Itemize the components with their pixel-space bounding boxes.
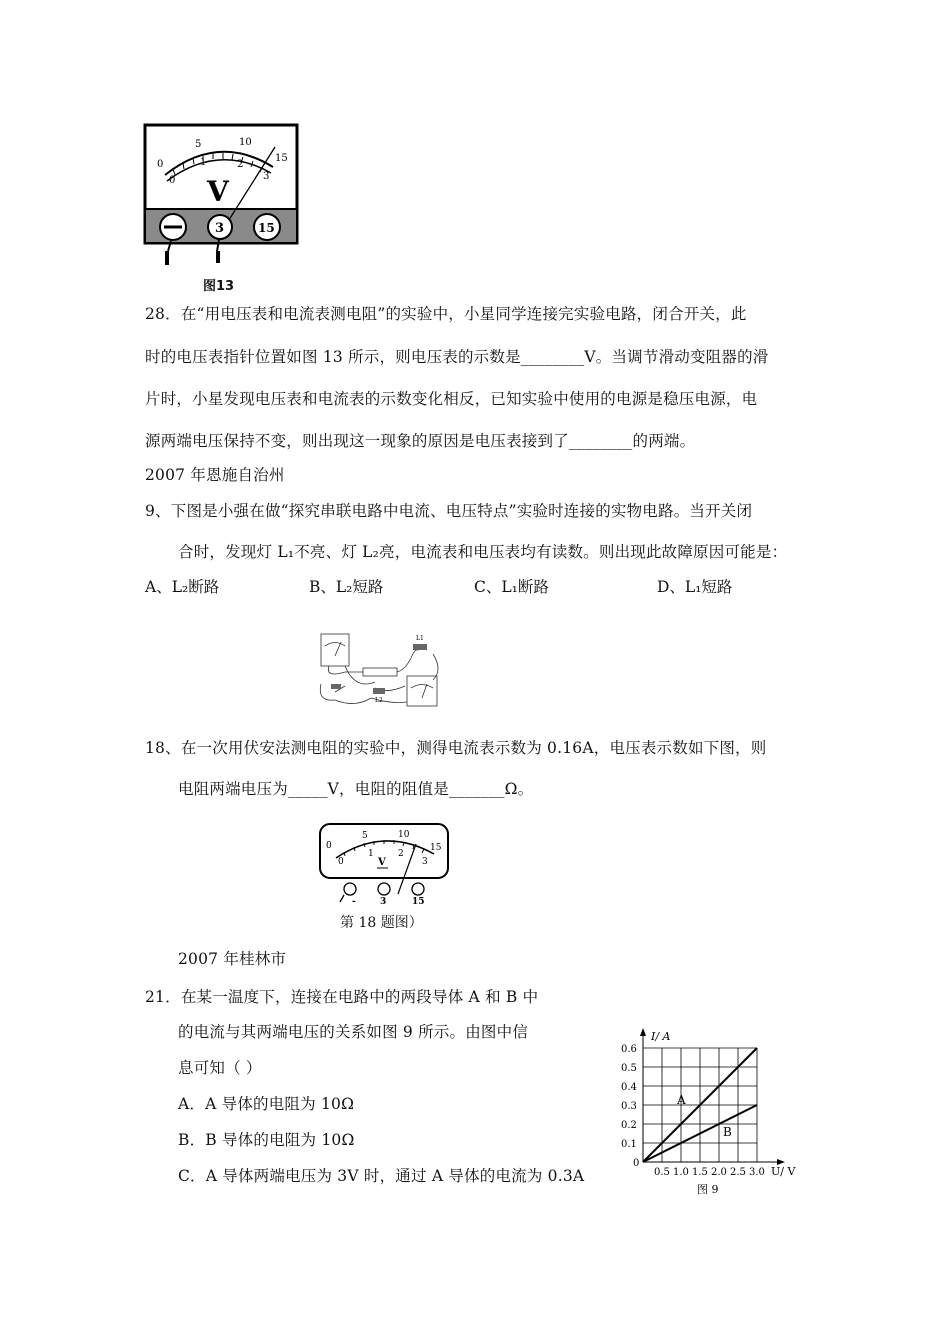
svg-text:-: - bbox=[352, 897, 356, 907]
y-tick-label: 0.5 bbox=[621, 1063, 637, 1074]
fig13-bottom-2: 2 bbox=[237, 159, 244, 170]
fig13-top-10: 10 bbox=[239, 137, 252, 148]
y-tick-label: 0.6 bbox=[621, 1044, 637, 1055]
q21-line2: 的电流与其两端电压的关系如图 9 所示。由图中信 bbox=[178, 1023, 529, 1041]
y-tick-label: 0.3 bbox=[621, 1101, 637, 1112]
q9-option-d: D、L₁短路 bbox=[657, 578, 733, 596]
q18-caption: 第 18 题图） bbox=[340, 915, 423, 931]
q21-option-a: A．A 导体的电阻为 10Ω bbox=[178, 1095, 355, 1113]
q28-line1: 28．在“用电压表和电流表测电阻”的实验中，小星同学连接完实验电路，闭合开关，此 bbox=[145, 305, 747, 323]
y-tick-label: 0.4 bbox=[621, 1082, 637, 1093]
x-axis-label: U/ V bbox=[771, 1165, 796, 1178]
q18-bottom-0: 0 bbox=[338, 857, 344, 867]
series-label-A: A bbox=[677, 1093, 686, 1107]
y-axis-label: I/ A bbox=[651, 1030, 671, 1043]
q21-line1: 21．在某一温度下，连接在电路中的两段导体 A 和 B 中 bbox=[145, 988, 539, 1006]
source-guilin: 2007 年桂林市 bbox=[178, 950, 287, 968]
q21-line3: 息可知（ ） bbox=[178, 1059, 262, 1077]
q21-option-b: B．B 导体的电阻为 10Ω bbox=[178, 1131, 355, 1149]
q18-top-5: 5 bbox=[362, 831, 368, 841]
q28-line3: 片时，小星发现电压表和电流表的示数变化相反，已知实验中使用的电源是稳压电源，电 bbox=[145, 390, 758, 408]
fig13-terminal-3 bbox=[208, 215, 232, 239]
fig13-top-15: 15 bbox=[275, 153, 288, 164]
svg-text:15: 15 bbox=[258, 221, 275, 235]
q9-circuit-figure bbox=[315, 630, 445, 710]
q18-bottom-2: 2 bbox=[398, 849, 404, 859]
q18-bottom-3: 3 bbox=[422, 857, 428, 867]
q9-line2: 合时，发现灯 L₁不亮、灯 L₂亮，电流表和电压表均有读数。则出现此故障原因可能是： bbox=[178, 543, 788, 561]
q18-terminal-neg bbox=[340, 883, 356, 907]
fig13-top-0: 0 bbox=[157, 159, 164, 170]
svg-text:3: 3 bbox=[380, 897, 387, 907]
x-tick-label: 0.5 bbox=[654, 1167, 670, 1178]
series-label-B: B bbox=[723, 1125, 732, 1139]
x-tick-label: 3.0 bbox=[749, 1167, 765, 1178]
x-tick-label: 2.5 bbox=[730, 1167, 746, 1178]
fig13-bottom-0: 0 bbox=[169, 175, 176, 186]
iu-chart bbox=[615, 1012, 815, 1202]
q28-line2: 时的电压表指针位置如图 13 所示，则电压表的示数是________V。当调节滑动变阻器的滑 bbox=[145, 348, 769, 366]
fig13-voltmeter bbox=[143, 123, 301, 251]
q18-line1: 18、在一次用伏安法测电阻的实验中，测得电流表示数为 0.16A，电压表示数如下图，则 bbox=[145, 739, 767, 757]
circuit-label-l1: L1 bbox=[416, 635, 424, 642]
q18-bottom-1: 1 bbox=[368, 849, 374, 859]
svg-text:3: 3 bbox=[215, 221, 225, 236]
fig13-top-5: 5 bbox=[195, 139, 202, 150]
fig13-terminal-15 bbox=[254, 214, 280, 240]
q9-line1: 9、下图是小强在做“探究串联电路中电流、电压特点”实验时连接的实物电路。当开关闭 bbox=[145, 502, 753, 520]
y-tick-label: 0.2 bbox=[621, 1120, 637, 1131]
y-axis-arrow bbox=[640, 1028, 646, 1036]
q18-terminal-3 bbox=[378, 883, 390, 907]
q18-top-15: 15 bbox=[430, 843, 442, 853]
q18-top-10: 10 bbox=[398, 830, 410, 840]
fig13-bottom-1: 1 bbox=[200, 157, 207, 168]
fig13-unit: V bbox=[207, 175, 229, 208]
q9-option-b: B、L₂短路 bbox=[309, 578, 384, 596]
fig13-terminal-neg bbox=[160, 214, 186, 240]
q18-unit: V bbox=[378, 857, 386, 868]
q18-voltmeter bbox=[318, 822, 450, 908]
origin-label: 0 bbox=[633, 1158, 640, 1169]
svg-text:15: 15 bbox=[412, 897, 425, 907]
q9-option-c: C、L₁断路 bbox=[474, 578, 549, 596]
chart-caption: 图 9 bbox=[697, 1183, 719, 1196]
q18-terminal-15 bbox=[412, 883, 425, 907]
q18-top-0: 0 bbox=[326, 841, 332, 851]
x-tick-label: 1.5 bbox=[692, 1167, 708, 1178]
x-tick-label: 1.0 bbox=[673, 1167, 689, 1178]
q21-option-c: C．A 导体两端电压为 3V 时，通过 A 导体的电流为 0.3A bbox=[178, 1167, 585, 1185]
fig13-wire-mid bbox=[216, 251, 220, 263]
x-tick-label: 2.0 bbox=[711, 1167, 727, 1178]
q9-option-a: A、L₂断路 bbox=[145, 578, 220, 596]
q28-line4: 源两端电压保持不变，则出现这一现象的原因是电压表接到了________的两端。 bbox=[145, 432, 696, 450]
q18-line2: 电阻两端电压为_____V，电阻的阻值是_______Ω。 bbox=[178, 780, 534, 798]
fig13-caption: 图13 bbox=[203, 279, 235, 294]
circuit-label-l2: L2 bbox=[375, 697, 383, 704]
fig13-wire-left bbox=[165, 251, 169, 265]
source-enshi: 2007 年恩施自治州 bbox=[145, 466, 285, 484]
y-tick-label: 0.1 bbox=[621, 1139, 637, 1150]
fig13-bottom-3: 3 bbox=[263, 171, 270, 182]
